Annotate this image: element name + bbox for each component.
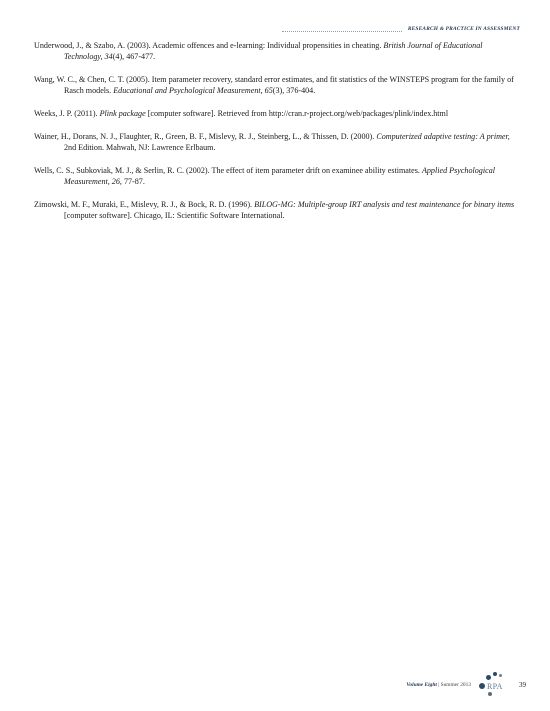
reference-text: [computer software]. Chicago, IL: Scientific Software International. [64,211,285,220]
running-title: RESEARCH & PRACTICE IN ASSESSMENT [407,26,520,32]
volume-info [406,682,471,688]
reference-text: Weeks, J. P. (2011). [34,109,100,118]
reference-list [34,40,518,233]
reference-text: 2nd Edition. Mahwah, NJ: Lawrence Erlbaum. [64,143,216,152]
volume-label: Volume Eight [406,682,437,688]
reference-text: , 77-87. [119,177,145,186]
header-dotted-rule [282,27,402,32]
reference-text: Zimowski, M. F., Muraki, E., Mislevy, R. J., & Bock, R. D. (1996). [34,200,255,209]
running-header [282,26,520,32]
rpa-logo-icon [479,672,507,698]
reference-entry [34,40,518,62]
reference-text: Wells, C. S., Subkoviak, M. J., & Serlin, R. C. (2002). The effect of item parameter drift on examinee ability estimates. [34,166,422,175]
reference-text: Underwood, J., & Szabo, A. (2003). Academic offences and e-learning: Individual propensities in cheating. [34,41,384,50]
reference-text: (3), 376-404. [272,86,316,95]
reference-source: British Journal of Educational Technology, 34 [64,41,483,61]
reference-entry [34,74,518,96]
reference-text: (4), 467-477. [112,52,156,61]
reference-entry [34,131,518,153]
reference-source: Computerized adaptive testing: A primer, [376,132,510,141]
page-footer [406,672,526,698]
reference-entry [34,165,518,187]
reference-source: Applied Psychological Measurement, 26 [64,166,495,186]
reference-source: Educational and Psychological Measurement, 65 [113,86,273,95]
issue-label: | Summer 2013 [436,682,471,688]
reference-text: Wang, W. C., & Chen, C. T. (2005). Item parameter recovery, standard error estimates, and fit statistics of the WINSTEPS program for the family of Rasch models. [34,75,514,95]
reference-source: BILOG-MG: Multiple-group IRT analysis and test maintenance for binary items [254,200,515,209]
page-number: 39 [519,681,526,689]
reference-text: [computer software]. Retrieved from http://cran.r-project.org/web/packages/plink/index.html [145,109,449,118]
reference-entry [34,199,518,221]
logo-text: RPA [487,682,503,691]
reference-source: Plink package [99,109,146,118]
reference-text: Wainer, H., Dorans, N. J., Flaughter, R., Green, B. F., Mislevy, R. J., Steinberg, L., & Thissen, D. (2000). [34,132,377,141]
reference-entry [34,108,518,119]
